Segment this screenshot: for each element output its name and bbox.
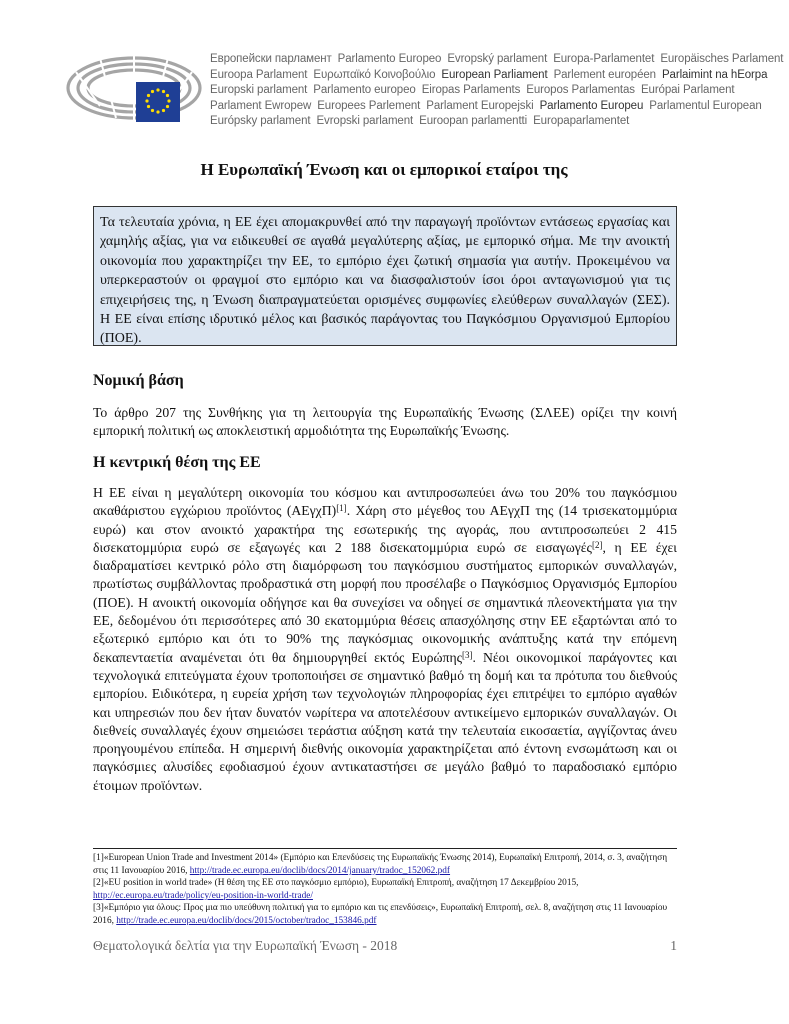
parliament-names-line [210,52,784,68]
parliament-name: Ευρωπαϊκό Κοινοβούλιο [313,68,436,81]
parliament-name: Европейски парламент [210,53,332,65]
parliament-name: European Parliament [441,68,548,81]
document-title: Η Ευρωπαϊκή Ένωση και οι εμπορικοί εταίροι της [200,160,568,179]
footnote-reference[interactable]: [1] [336,503,347,514]
footnote-text: [3]«Εμπόριο για όλους: Προς μια πιο υπεύθυνη πολιτική για το εμπόριο και τις επενδύσεις», Ευρωπαϊκή Επιτροπή, σελ. 8, αναζήτηση στις 11 Ιανουαρίου 2016, [93,903,668,926]
summary-box: Τα τελευταία χρόνια, η ΕΕ έχει απομακρυνθεί από την παραγωγή προϊόντων εντάσεως εργασίας και χαμηλής αξίας, για να ειδικευθεί σε αγαθά μεγαλύτερης αξίας, με εμπορικό σήμα. Με την ανοικτή οικονομία που χαρακτηρίζει την ΕΕ, το εμπόριο έχει ζωτική σημασία για αυτήν. Προκειμένου να υπερκεραστούν οι φραγμοί στο εμπόριο και να διασφαλιστούν ίσοι όροι ανταγωνισμού για τις επιχειρήσεις της, η Ένωση διαπραγματεύεται ορισμένες συμφωνίες ελεύθερων συναλλαγών (ΣΕΣ). Η ΕΕ είναι επίσης ιδρυτικό μέλος και βασικός παράγοντας του Παγκόσμιου Οργανισμού Εμπορίου (ΠΟΕ). [93,206,677,346]
parliament-name: Europäisches Parlament [660,53,784,65]
parliament-name: Parlement européen [553,68,656,81]
section-heading-legal-basis: Νομική βάση [93,372,184,389]
section-heading-central-position: Η κεντρική θέση της ΕΕ [93,454,261,471]
footnote-text: [1]«European Union Trade and Investment 2014» (Εμπόριο και Επενδύσεις της Ευρωπαϊκής Ένωσης 2014), Ευρωπαϊκή Επιτροπή, 2014, σ. 3, αναζήτηση στις 11 Ιανουαρίου 2016, [93,853,668,876]
paragraph-text: Η ΕΕ είναι η μεγαλύτερη οικονομία του κόσμου και αντιπροσωπεύει άνω του 20% του παγκόσμιου ακαθάριστου εγχώριου προϊόντος (ΑΕγχΠ) [93,485,677,519]
parliament-name: Euroopan parlamentti [419,115,528,128]
parliament-names-line [210,99,760,115]
parliament-names-list [210,52,784,130]
footnote-separator [93,848,677,849]
parliament-name: Europees Parlement [317,99,421,112]
footnote-reference[interactable]: [3] [462,649,473,660]
footnote-3 [93,902,677,927]
parliament-names-line [210,68,768,84]
parliament-name: Parlamento europeo [313,84,416,97]
footnote-1 [93,852,677,877]
european-parliament-logo [64,44,204,130]
parliament-names-line [210,114,760,130]
parliament-name: Parlamento Europeo [337,53,442,65]
footnote-text: [2]«EU position in world trade» (Η θέση της ΕΕ στο παγκόσμιο εμπόριο), Ευρωπαϊκή Επιτροπή, αναζήτηση 17 Δεκεμβρίου 2015, [93,878,579,889]
footnote-reference[interactable]: [2] [591,539,603,550]
footnotes [93,852,677,928]
paragraph-text: . Χάρη στο μέγεθος του ΑΕγχΠ της (14 τρισεκατομμύρια ευρώ) και στον ανοικτό χαρακτήρα της εσωτερικής της αγοράς, που αντιπροσωπεύει 2 415 δισεκατομμύρια ευρώ σε εξαγωγές και 2 188 δισεκατομμύρια ευρώ σε εισαγωγές [93,503,677,555]
parliament-name: Euroopa Parlament [210,68,308,81]
parliament-name: Európsky parlament [210,115,311,128]
parliament-name: Evropski parlament [316,115,414,128]
parliament-name: Europski parlament [210,84,308,97]
parliament-name: Parlament Ewropew [210,99,312,112]
footnote-link[interactable]: http://ec.europa.eu/trade/policy/eu-position-in-world-trade/ [93,890,313,901]
parliament-name: Parlamentul European [649,99,762,112]
parliament-name: Europa-Parlamentet [553,53,655,65]
parliament-name: Parlaimint na hEorpa [661,68,768,81]
paragraph-text: . Νέοι οικονομικοί παράγοντες και τεχνολογικά επιτεύγματα έχουν τροποποιήσει σε σημαντικό βαθμό τη δομή και τα πρότυπα του διεθνούς εμπορίου. Ειδικότερα, η ευρεία χρήση των τεχνολογιών πληροφορίας έχει επιτρέψει το εμπόριο αγαθών και υπηρεσιών που δεν ήταν δυνατόν νωρίτερα να αποτελέσουν αντικείμενο εμπορικών συναλλαγών. Οι διεθνείς συναλλαγές έχουν σημειώσει τεράστια αύξηση κατά την τελευταία εικοσαετία, αγγίζοντας άνευ προηγουμένου επίπεδα. Η σημερινή διεθνής οικονομία χαρακτηρίζεται από έντονη ενσωμάτωση και οι παγκόσμιες αλυσίδες εφοδιασμού έχουν αντικαταστήσει σε μεγάλο βαθμό το παραδοσιακό εμπόριο έτοιμων προϊόντων. [93,649,677,793]
parliament-name: Parlament Europejski [426,99,534,112]
paragraph-text: , η ΕΕ έχει διαδραματίσει κεντρικό ρόλο στη διαμόρφωση του παγκόσμιου συστήματος εμπορικών συναλλαγών, πρωτίστως συμβάλλοντας προδραστικά στη μορφή που προσέλαβε ο Παγκόσμιος Οργανισμός Εμπορίου (ΠΟΕ). Η ανοικτή οικονομία οδήγησε και θα συνεχίσει να οδηγεί σε σημαντικά πλεονεκτήματα για την ΕΕ, δεδομένου ότι περισσότερες από 30 εκατομμύρια θέσεις απασχόλησης στην ΕΕ εξαρτώνται από το εξωτερικό εμπόριο και ότι το 90% της παγκόσμιας οικονομικής ανάπτυξης κατά την επόμενη δεκαπενταετία αναμένεται ότι θα δημιουργηθεί εκτός Ευρώπης [93,539,677,665]
parliament-name: Europos Parlamentas [526,84,635,97]
parliament-name: Europaparlamentet [533,115,630,128]
parliament-names-line [210,83,760,99]
footnote-link[interactable]: http://trade.ec.europa.eu/doclib/docs/2014/january/tradoc_152062.pdf [189,865,451,876]
footer-label: Θεματολογικά δελτία για την Ευρωπαϊκή Ένωση - 2018 [93,938,398,953]
footnote-2 [93,877,677,902]
parliament-name: Evropský parlament [447,53,548,65]
central-position-paragraph [93,484,677,795]
footnote-link[interactable]: http://trade.ec.europa.eu/doclib/docs/2015/october/tradoc_153846.pdf [116,915,377,926]
document-header [0,0,784,140]
parliament-name: Eiropas Parlaments [421,84,521,97]
parliament-name: Parlamento Europeu [539,99,644,112]
page-number: 1 [670,938,677,953]
page-footer [93,938,677,954]
legal-basis-paragraph: Το άρθρο 207 της Συνθήκης για τη λειτουργία της Ευρωπαϊκής Ένωσης (ΣΛΕΕ) ορίζει την κοινή εμπορική πολιτική ως αποκλειστική αρμοδιότητα της Ευρωπαϊκής Ένωσης. [93,405,677,439]
parliament-name: Európai Parlament [640,84,735,97]
